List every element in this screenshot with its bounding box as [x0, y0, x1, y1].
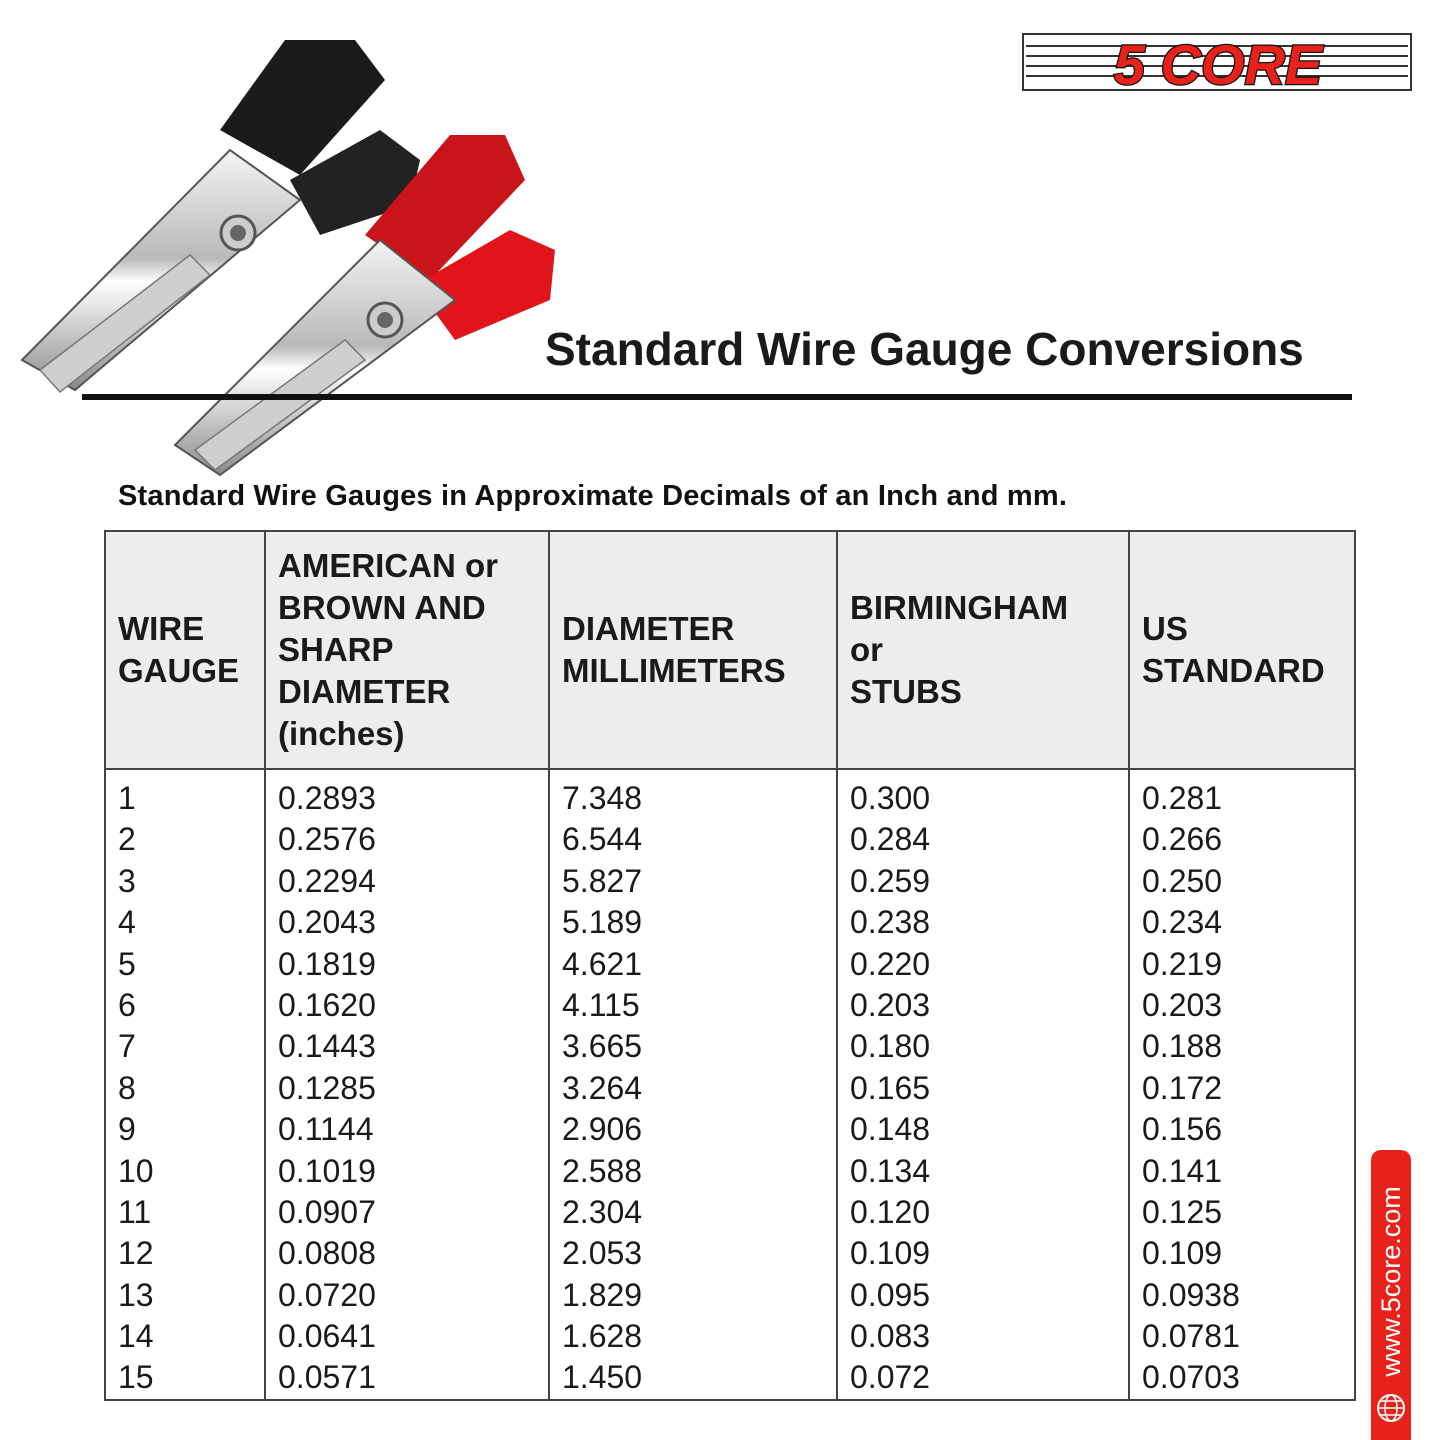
table-cell: 3.264 — [562, 1069, 643, 1106]
table-cell: 0.134 — [850, 1152, 931, 1189]
table-cell: 2.906 — [562, 1111, 643, 1148]
column-diameter-mm — [549, 769, 837, 1400]
table-cell: 0.1019 — [278, 1152, 376, 1189]
table-cell: 4 — [118, 904, 136, 941]
table-cell: 0.109 — [1142, 1235, 1223, 1272]
table-cell: 7 — [118, 1028, 136, 1065]
table-cell: 0.220 — [850, 945, 931, 982]
table-cell: 0.0720 — [278, 1276, 376, 1313]
table-cell: 9 — [118, 1111, 136, 1148]
column-american-brown-sharp — [265, 769, 549, 1400]
table-cell: 0.234 — [1142, 904, 1223, 941]
website-text[interactable]: www.5core.com — [1375, 1185, 1406, 1377]
table-cell: 14 — [118, 1318, 154, 1355]
table-cell: 0.188 — [1142, 1028, 1223, 1065]
table-cell: 0.1620 — [278, 986, 376, 1023]
column-wire-gauge — [105, 769, 265, 1400]
table-cell: 3.665 — [562, 1028, 643, 1065]
table-cell: 2.053 — [562, 1235, 643, 1272]
table-cell: 0.0907 — [278, 1193, 376, 1230]
page-title: Standard Wire Gauge Conversions — [545, 323, 1304, 375]
table-caption: Standard Wire Gauges in Approximate Decimals of an Inch and mm. — [118, 480, 1068, 512]
title-divider — [82, 394, 1352, 400]
brand-logo — [1022, 26, 1414, 98]
table-cell: 1.450 — [562, 1359, 643, 1396]
table-cell: 11 — [118, 1193, 152, 1230]
table-cell: 0.250 — [1142, 862, 1223, 899]
table-cell: 0.284 — [850, 821, 931, 858]
table-cell: 0.1819 — [278, 945, 376, 982]
table-cell: 0.203 — [1142, 986, 1223, 1023]
table-cell: 0.083 — [850, 1318, 931, 1355]
alligator-clips-icon — [0, 0, 600, 500]
column-birmingham-stubs — [837, 769, 1129, 1400]
table-cell: 0.2043 — [278, 904, 376, 941]
table-cell: 6 — [118, 986, 136, 1023]
table-cell: 4.115 — [562, 986, 640, 1023]
globe-icon — [1375, 1392, 1407, 1424]
table-cell: 0.0938 — [1142, 1276, 1240, 1313]
table-cell: 12 — [118, 1235, 154, 1272]
table-cell: 0.0703 — [1142, 1359, 1240, 1396]
table-cell: 0.141 — [1142, 1152, 1223, 1189]
table-cell: 0.1285 — [278, 1069, 376, 1106]
table-cell: 13 — [118, 1276, 154, 1313]
table-cell: 0.172 — [1142, 1069, 1223, 1106]
table-cell: 6.544 — [562, 821, 643, 858]
header-american-brown-sharp: AMERICAN or BROWN AND SHARP DIAMETER (inches) — [265, 531, 549, 769]
table-cell: 0.1443 — [278, 1028, 376, 1065]
table-cell: 0.156 — [1142, 1111, 1223, 1148]
header-us-standard: US STANDARD — [1129, 531, 1355, 769]
table-cell: 0.266 — [1142, 821, 1223, 858]
table-cell: 0.148 — [850, 1111, 931, 1148]
table-cell: 0.0781 — [1142, 1318, 1240, 1355]
table-cell: 0.2294 — [278, 862, 376, 899]
table-cell: 0.203 — [850, 986, 931, 1023]
table-cell: 4.621 — [562, 945, 643, 982]
table-cell: 0.165 — [850, 1069, 931, 1106]
table-cell: 1 — [118, 780, 136, 816]
table-cell: 8 — [118, 1069, 136, 1106]
table-cell: 0.2893 — [278, 780, 376, 816]
table-cell: 0.259 — [850, 862, 931, 899]
table-cell: 0.238 — [850, 904, 931, 941]
table-cell: 2.304 — [562, 1193, 643, 1230]
table-body-row — [105, 769, 1355, 1400]
table-cell: 1.829 — [562, 1276, 643, 1313]
header-birmingham-stubs: BIRMINGHAM or STUBS — [837, 531, 1129, 769]
logo-text: 5 CORE — [1113, 33, 1323, 96]
table-cell: 0.281 — [1142, 780, 1223, 816]
header-wire-gauge: WIRE GAUGE — [105, 531, 265, 769]
table-cell: 0.0641 — [278, 1318, 376, 1355]
table-cell: 0.125 — [1142, 1193, 1223, 1230]
column-us-standard — [1129, 769, 1355, 1400]
table-cell: 2 — [118, 821, 136, 858]
table-cell: 0.095 — [850, 1276, 931, 1313]
table-cell: 0.0571 — [278, 1359, 376, 1396]
table-cell: 15 — [118, 1359, 154, 1396]
table-cell: 7.348 — [562, 780, 643, 816]
table-cell: 0.2576 — [278, 821, 376, 858]
table-cell: 5.189 — [562, 904, 643, 941]
table-cell: 10 — [118, 1152, 154, 1189]
table-cell: 5 — [118, 945, 136, 982]
table-header-row — [105, 531, 1355, 769]
header-diameter-mm: DIAMETER MILLIMETERS — [549, 531, 837, 769]
table-cell: 0.109 — [850, 1235, 931, 1272]
table-cell: 0.120 — [850, 1193, 931, 1230]
table-cell: 0.219 — [1142, 945, 1223, 982]
table-cell: 1.628 — [562, 1318, 643, 1355]
table-cell: 5.827 — [562, 862, 643, 899]
table-cell: 0.180 — [850, 1028, 931, 1065]
table-cell: 0.0808 — [278, 1235, 376, 1272]
table-cell: 0.1144 — [278, 1111, 374, 1148]
table-cell: 0.072 — [850, 1359, 931, 1396]
table-cell: 3 — [118, 862, 136, 899]
wire-gauge-table — [104, 530, 1356, 1401]
table-cell: 2.588 — [562, 1152, 643, 1189]
table-cell: 0.300 — [850, 780, 931, 816]
